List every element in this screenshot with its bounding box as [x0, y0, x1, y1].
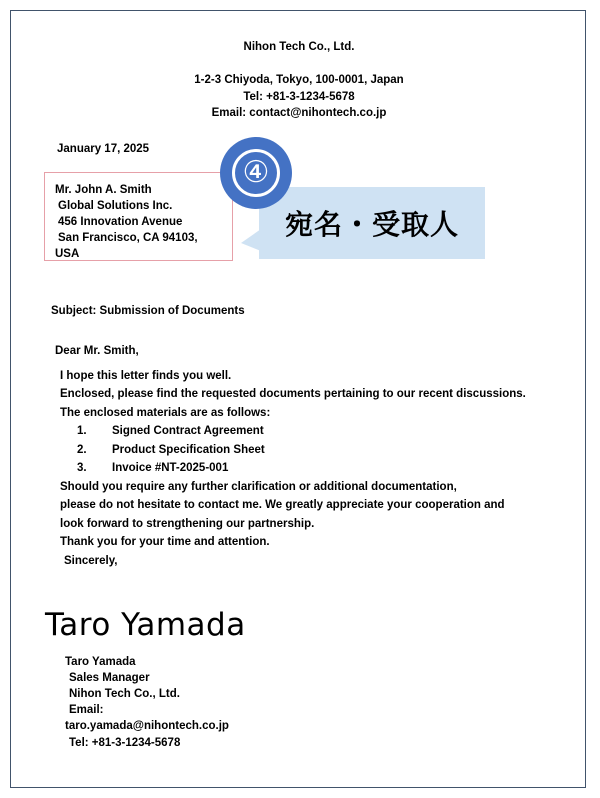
- body-paragraph: please do not hesitate to contact me. We greatly appreciate your cooperation and: [60, 499, 505, 511]
- letter-subject: Subject: Submission of Documents: [51, 305, 245, 317]
- recipient-block: [44, 172, 233, 261]
- sender-tel: Tel: +81-3-1234-5678: [69, 737, 181, 749]
- body-paragraph: Thank you for your time and attention.: [60, 536, 270, 548]
- recipient-line: Mr. John A. Smith: [55, 184, 152, 196]
- sender-name: Taro Yamada: [65, 656, 136, 668]
- recipient-line: San Francisco, CA 94103,: [58, 232, 198, 244]
- callout-number-badge: [220, 137, 292, 209]
- letterhead-tel: Tel: +81-3-1234-5678: [243, 91, 355, 103]
- recipient-line: USA: [55, 248, 80, 260]
- letterhead-company: Nihon Tech Co., Ltd.: [243, 41, 355, 53]
- letter-salutation: Dear Mr. Smith,: [55, 345, 139, 357]
- letterhead-email: Email: contact@nihontech.co.jp: [211, 107, 387, 119]
- letter-closing: Sincerely,: [64, 555, 118, 567]
- body-paragraph: Enclosed, please find the requested documents pertaining to our recent discussions.: [60, 388, 526, 400]
- body-paragraph: Should you require any further clarification or additional documentation,: [60, 481, 457, 493]
- list-item-number: 2.: [77, 444, 87, 456]
- callout-pointer: [241, 229, 261, 251]
- list-item-text: Invoice #NT-2025-001: [112, 462, 229, 474]
- sender-title: Sales Manager: [69, 672, 150, 684]
- body-paragraph: look forward to strengthening our partnership.: [60, 518, 315, 530]
- list-item-text: Signed Contract Agreement: [112, 425, 264, 437]
- callout-number: ④: [232, 149, 280, 197]
- sender-email-label: Email:: [69, 704, 104, 716]
- list-item-text: Product Specification Sheet: [112, 444, 265, 456]
- sender-email: taro.yamada@nihontech.co.jp: [65, 720, 229, 732]
- recipient-line: 456 Innovation Avenue: [58, 216, 183, 228]
- sender-company: Nihon Tech Co., Ltd.: [69, 688, 180, 700]
- callout-label: 宛名・受取人: [259, 187, 485, 259]
- signature: Taro Yamada: [45, 607, 246, 643]
- list-item-number: 1.: [77, 425, 87, 437]
- letter-page: [10, 10, 586, 788]
- letterhead-address: 1-2-3 Chiyoda, Tokyo, 100-0001, Japan: [194, 74, 404, 86]
- body-paragraph: I hope this letter finds you well.: [60, 370, 232, 382]
- list-item-number: 3.: [77, 462, 87, 474]
- letter-date: January 17, 2025: [57, 143, 150, 155]
- body-paragraph: The enclosed materials are as follows:: [60, 407, 271, 419]
- recipient-line: Global Solutions Inc.: [58, 200, 173, 212]
